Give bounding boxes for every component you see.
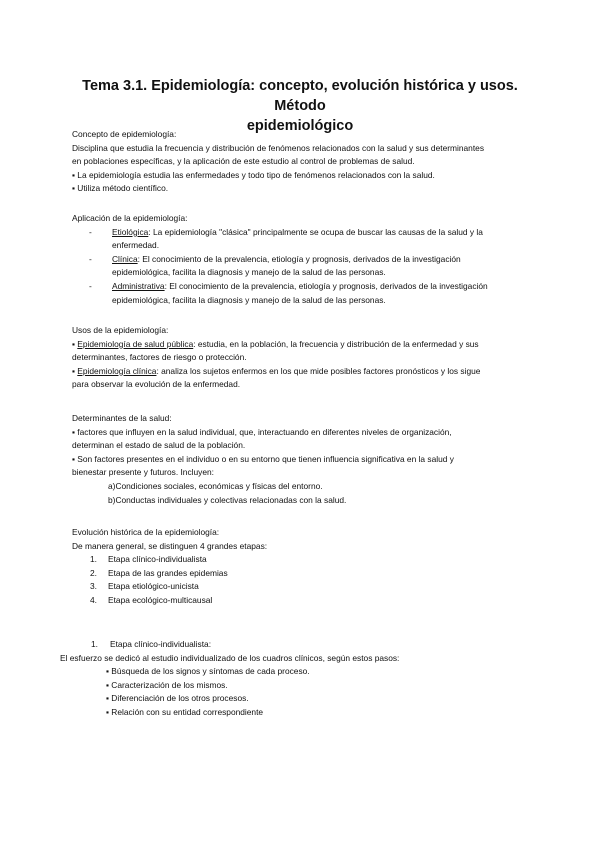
sub-item-b: b)Conductas individuales y colectivas relacionadas con la salud. (108, 494, 347, 505)
list-item: 2. Etapa de las grandes epidemias (90, 567, 228, 578)
item-text: : El conocimiento de la prevalencia, etiología y prognosis, derivados de la investigación (137, 253, 461, 264)
bullet-item: ▪ Diferenciación de los otros procesos. (106, 693, 249, 704)
term: Clínica (112, 253, 138, 264)
item-text: enfermedad. (112, 240, 160, 251)
term: Etiológica (112, 226, 149, 237)
dash-marker: - (89, 253, 92, 264)
paragraph-line: en poblaciones específicas, y la aplicación de este estudio al control de problemas de salud. (72, 156, 415, 167)
bullet-item: ▪ Relación con su entidad correspondiente (106, 706, 264, 717)
bullet-item: ▪ Utiliza método científico. (72, 183, 169, 194)
paragraph-line: Disciplina que estudia la frecuencia y distribución de fenómenos relacionados con la salud y sus determinantes (72, 142, 485, 153)
section-usos (72, 324, 542, 392)
paragraph-line: El esfuerzo se dedicó al estudio individualizado de los cuadros clínicos, según estos pasos: (60, 652, 400, 663)
bullet-item: ▪ factores que influyen en la salud individual, que, interactuando en diferentes niveles de organización, (72, 426, 452, 437)
section-concepto (72, 128, 542, 196)
subsection-heading: 1. Etapa clínico-individualista: (91, 639, 212, 649)
dash-marker: - (89, 280, 92, 291)
item-text: epidemiológica, facilita la diagnosis y manejo de la salud de las personas. (112, 267, 386, 278)
list-item: 3. Etapa etiológico-unicista (90, 581, 199, 592)
bullet-item: ▪ Epidemiología de salud pública: estudia, en la población, la frecuencia y distribución de la enfermedad y sus (72, 338, 479, 349)
section-heading: Determinantes de la salud: (72, 413, 172, 423)
bullet-item: ▪ La epidemiología estudia las enfermedades y todo tipo de fenómenos relacionados con la salud. (72, 169, 435, 180)
section-heading: Usos de la epidemiología: (72, 325, 169, 335)
paragraph-line: De manera general, se distinguen 4 grandes etapas: (72, 540, 268, 551)
section-determinantes (72, 412, 542, 507)
section-heading: Aplicación de la epidemiología: (72, 213, 188, 223)
list-item: 4. Etapa ecológico-multicausal (90, 594, 213, 605)
bullet-item: ▪ Son factores presentes en el individuo o en su entorno que tienen influencia significativa en la salud y (72, 453, 454, 464)
sub-item-a: a)Condiciones sociales, económicas y físicas del entorno. (108, 480, 323, 491)
list-item-etiologica (72, 226, 542, 253)
paragraph-line: para observar la evolución de la enfermedad. (72, 379, 241, 390)
section-etapa-1 (60, 638, 530, 720)
bullet-item: ▪ Caracterización de los mismos. (106, 679, 228, 690)
item-text: epidemiológica, facilita la diagnosis y manejo de la salud de las personas. (112, 294, 386, 305)
title-line-2: epidemiológico (246, 118, 354, 134)
section-aplicacion (72, 212, 542, 307)
page-title (60, 76, 540, 136)
term: Epidemiología de salud pública (77, 338, 194, 349)
section-evolucion (72, 526, 542, 608)
bullet-item: ▪ Epidemiología clínica: analiza los sujetos enfermos en los que mide posibles factores pronósticos y los sigue (72, 365, 481, 376)
item-text: : El conocimiento de la prevalencia, etiología y prognosis, derivados de la investigación (164, 280, 488, 291)
list-item-administrativa (72, 280, 542, 307)
dash-marker: - (89, 226, 92, 237)
section-heading: Concepto de epidemiología: (72, 129, 177, 139)
item-text: : La epidemiología "clásica" principalmente se ocupa de buscar las causas de la salud y la (148, 226, 483, 237)
section-heading: Evolución histórica de la epidemiología: (72, 527, 220, 537)
term: Administrativa (112, 280, 165, 291)
bullet-item: ▪ Búsqueda de los signos y síntomas de cada proceso. (106, 666, 310, 677)
title-line-1: Tema 3.1. Epidemiología: concepto, evolución histórica y usos. Método (82, 78, 518, 114)
paragraph-line: determinan el estado de salud de la población. (72, 440, 246, 451)
list-item: 1. Etapa clínico-individualista (90, 554, 207, 565)
list-item-clinica (72, 253, 542, 280)
paragraph-line: bienestar presente y futuros. Incluyen: (72, 467, 214, 478)
term: Epidemiología clínica (77, 365, 157, 376)
paragraph-line: determinantes, factores de riesgo o protección. (72, 352, 247, 363)
